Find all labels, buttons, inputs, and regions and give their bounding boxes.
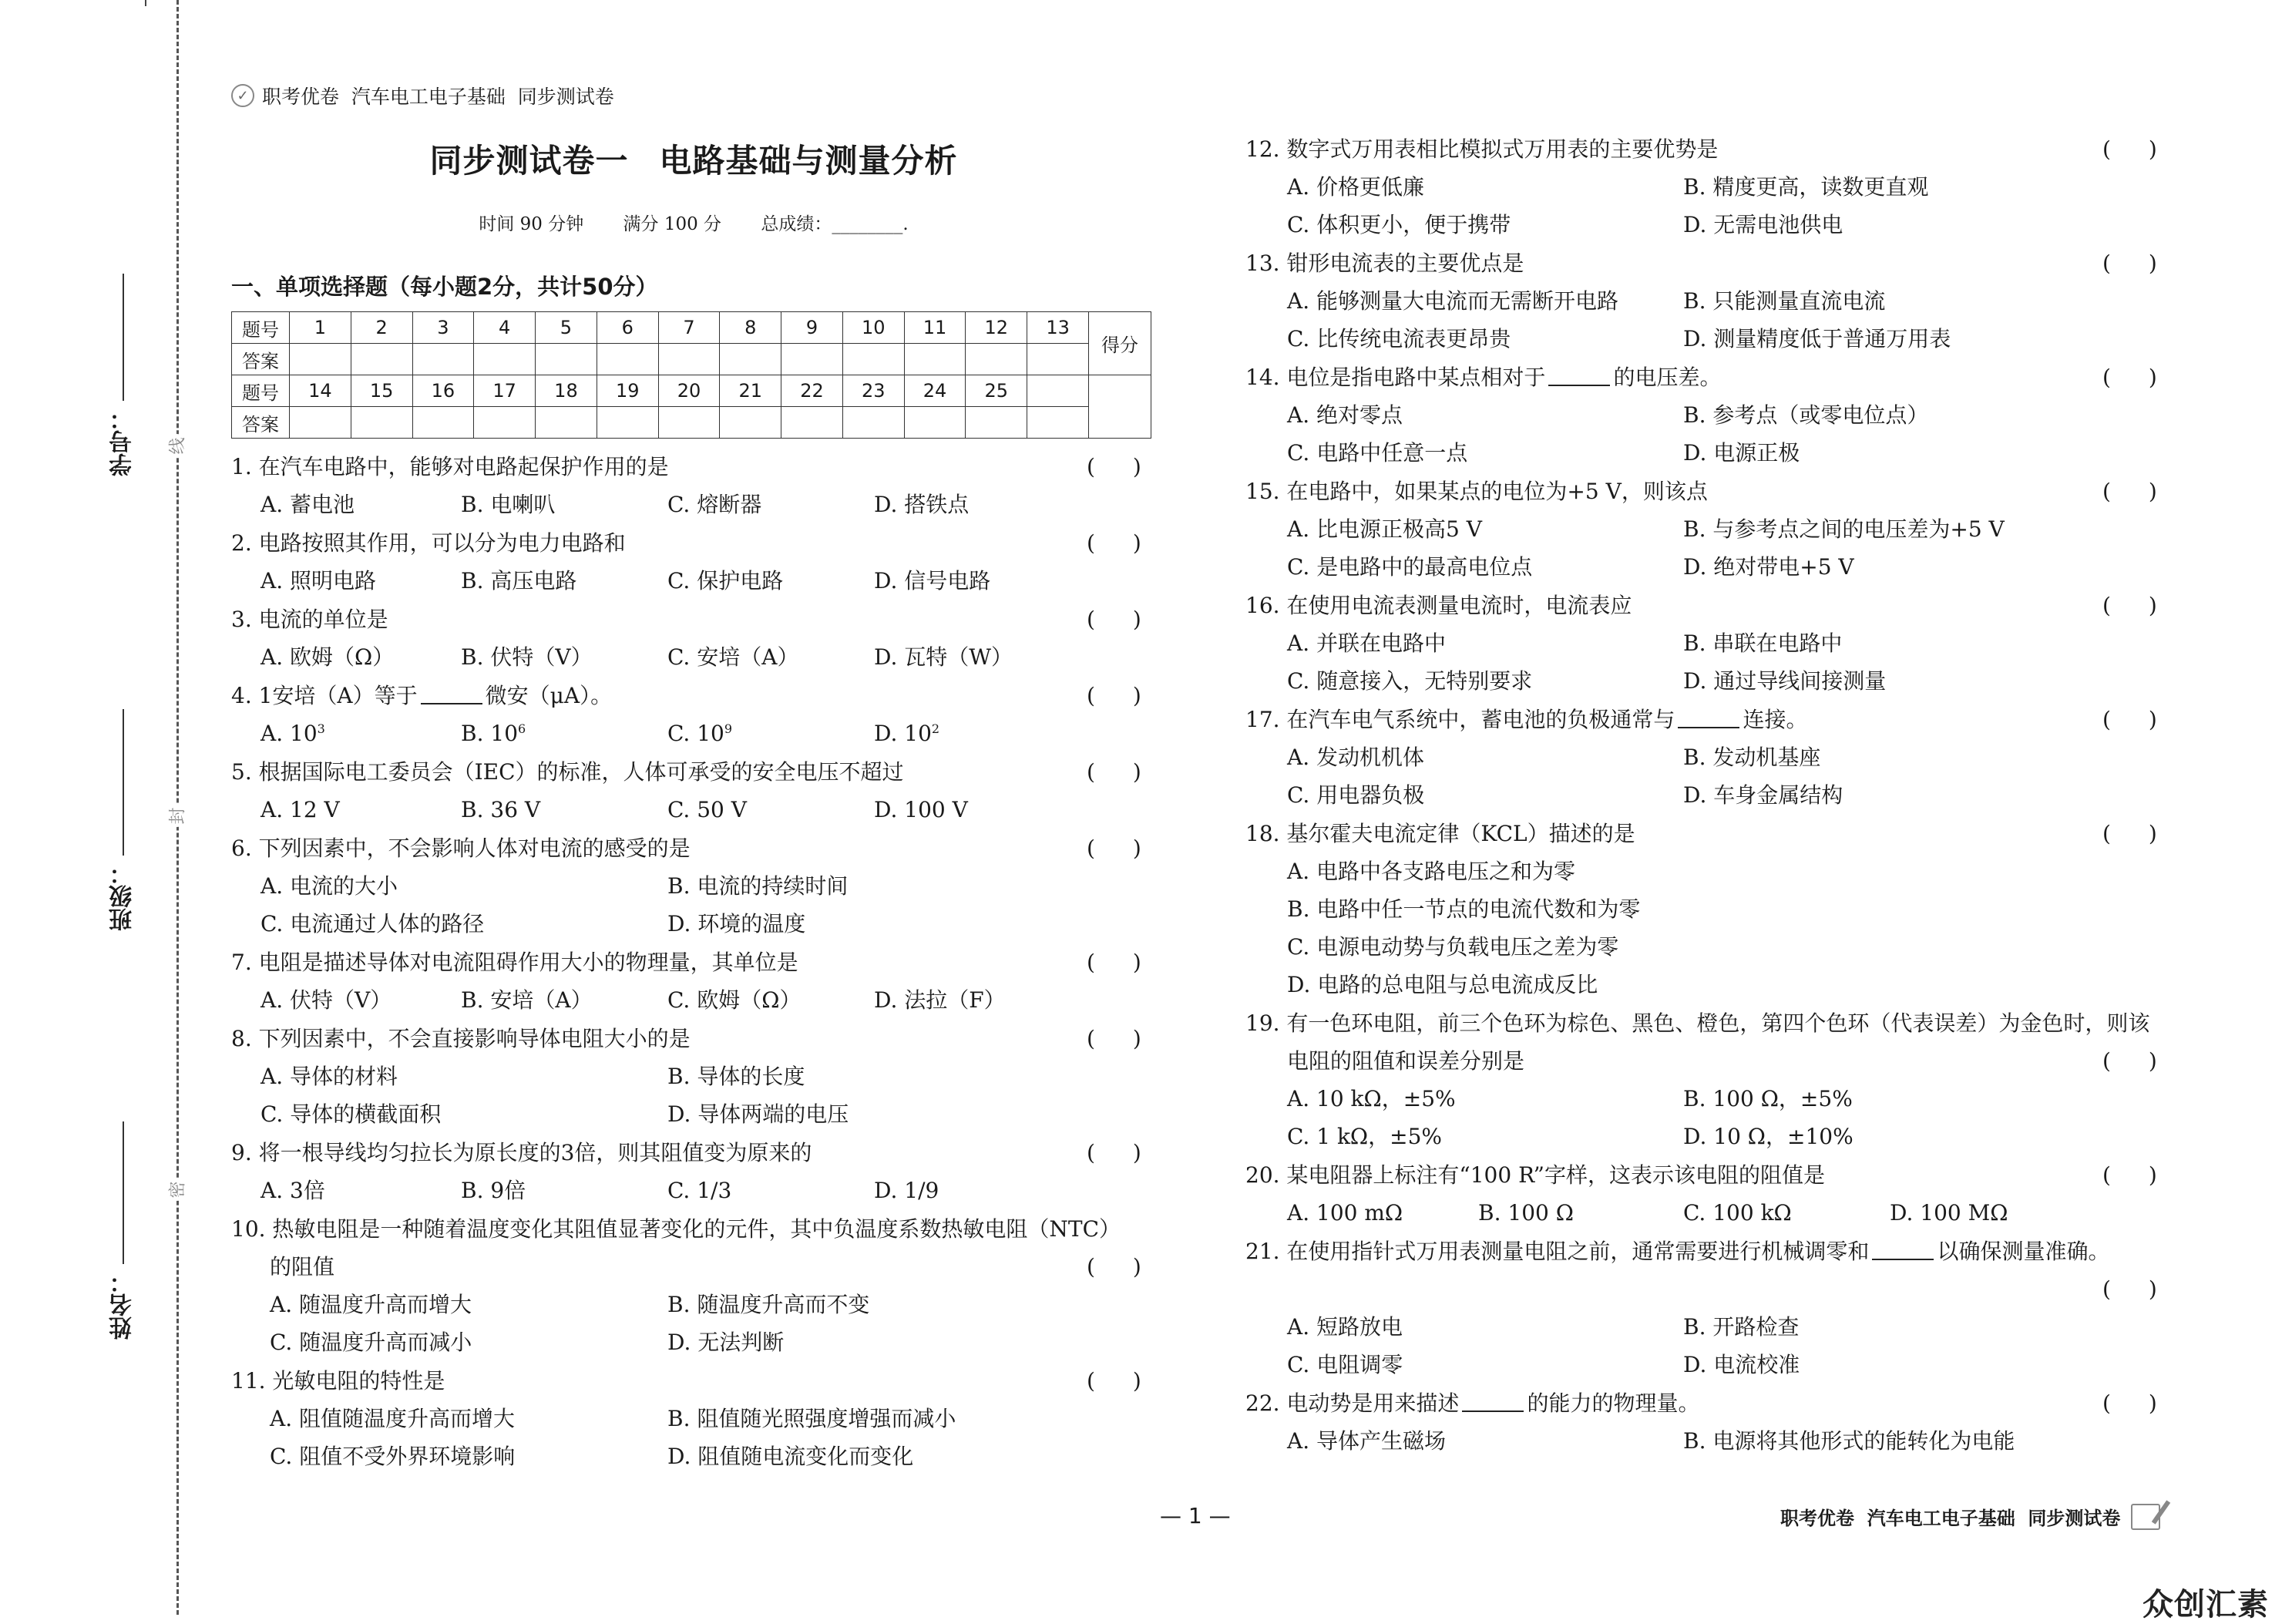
option-c[interactable]: C. 随意接入，无特别要求: [1287, 668, 1533, 694]
top-mark: [145, 0, 146, 6]
meta-time: 时间 90 分钟: [479, 214, 584, 234]
option-d[interactable]: D. $10^2$: [874, 721, 940, 746]
option-a[interactable]: A. 电路中各支路电压之和为零: [1287, 859, 1576, 884]
answer-paren[interactable]: ( ): [2102, 136, 2157, 162]
title-part1: 同步测试卷一: [429, 142, 629, 180]
option-a[interactable]: A. 100 mΩ: [1287, 1200, 1403, 1226]
question-5: 5. 根据国际电工委员会（IEC）的标准，人体可承受的安全电压不超过: [231, 759, 904, 785]
question-12: 12. 数字式万用表相比模拟式万用表的主要优势是: [1245, 136, 1719, 162]
section-heading: 一、单项选择题（每小题2分，共计50分）: [231, 274, 658, 300]
question-20: 20. 某电阻器上标注有“100 R”字样，这表示该电阻的阻值是: [1245, 1162, 1825, 1188]
option-a[interactable]: A. 欧姆（Ω）: [260, 644, 395, 670]
option-b[interactable]: B. 9倍: [461, 1178, 526, 1203]
question-22: 22. 电动势是用来描述 的能力的物理量。: [1245, 1390, 1700, 1416]
option-b[interactable]: B. 36 V: [461, 797, 541, 822]
question-13: 13. 钳形电流表的主要优点是: [1245, 250, 1524, 276]
answer-paren[interactable]: ( ): [1087, 1140, 1141, 1165]
num-cell: 1: [290, 312, 351, 344]
option-b[interactable]: B. 串联在电路中: [1683, 630, 1843, 656]
option-c[interactable]: C. 电路中任意一点: [1287, 440, 1468, 466]
answer-paren[interactable]: ( ): [2102, 365, 2157, 390]
option-c[interactable]: C. 随温度升高而减小: [270, 1330, 472, 1355]
option-a[interactable]: A. 发动机机体: [1287, 745, 1425, 770]
option-d[interactable]: D. 100 V: [874, 797, 968, 822]
fill-blank[interactable]: [1548, 384, 1610, 386]
answer-paren[interactable]: ( ): [2102, 593, 2157, 618]
answer-cell[interactable]: [597, 407, 658, 439]
option-d[interactable]: D. 通过导线间接测量: [1683, 668, 1887, 694]
answer-cell[interactable]: [720, 407, 781, 439]
answer-paren[interactable]: ( ): [2102, 1162, 2157, 1188]
num-cell: 19: [597, 375, 658, 407]
footer-text: 职考优卷 汽车电工电子基础 同步测试卷: [1780, 1508, 2121, 1529]
answer-cell[interactable]: [351, 344, 412, 375]
option-d[interactable]: D. 1/9: [874, 1178, 939, 1203]
meta-total: 总成绩：________.: [761, 214, 909, 234]
answer-cell[interactable]: [536, 344, 597, 375]
answer-cell[interactable]: [781, 407, 843, 439]
answer-paren[interactable]: ( ): [2102, 1276, 2157, 1302]
series-header-text: 职考优卷 汽车电工电子基础 同步测试卷: [262, 86, 614, 108]
question-17: 17. 在汽车电气系统中，蓄电池的负极通常与 连接。: [1245, 707, 1808, 732]
option-b[interactable]: B. 随温度升高而不变: [667, 1292, 870, 1317]
option-a[interactable]: A. 10 kΩ，±5%: [1287, 1086, 1456, 1111]
option-c[interactable]: C. 是电路中的最高电位点: [1287, 554, 1533, 580]
question-19-cont: 电阻的阻值和误差分别是: [1287, 1048, 1525, 1074]
answer-cell[interactable]: [474, 344, 536, 375]
answer-paren[interactable]: ( ): [1087, 454, 1141, 479]
option-d[interactable]: D. 瓦特（W）: [874, 644, 1013, 670]
answer-paren[interactable]: ( ): [1087, 530, 1141, 556]
num-cell: 7: [658, 312, 720, 344]
answer-paren[interactable]: ( ): [1087, 1254, 1141, 1279]
option-b[interactable]: B. $10^6$: [461, 721, 526, 746]
option-b[interactable]: B. 参考点（或零电位点）: [1683, 402, 1929, 428]
answer-cell[interactable]: [412, 344, 474, 375]
option-d[interactable]: D. 环境的温度: [667, 911, 806, 936]
answer-cell[interactable]: [290, 407, 351, 439]
option-a[interactable]: A. 并联在电路中: [1287, 630, 1447, 656]
class-field: [92, 709, 154, 931]
question-15: 15. 在电路中，如果某点的电位为+5 V，则该点: [1245, 479, 1708, 504]
num-cell: 5: [536, 312, 597, 344]
option-c[interactable]: C. 比传统电流表更昂贵: [1287, 326, 1511, 351]
num-cell: 13: [1027, 312, 1089, 344]
header-num: 题号: [232, 312, 290, 344]
title-part2: 电路基础与测量分析: [659, 142, 958, 180]
answer-cell[interactable]: [412, 407, 474, 439]
num-cell: 20: [658, 375, 720, 407]
student-id-label: 学号：: [109, 407, 136, 476]
answer-paren[interactable]: ( ): [1087, 759, 1141, 785]
page-number: — 1 —: [1160, 1503, 1231, 1528]
question-10: 10. 热敏电阻是一种随着温度变化其阻值显著变化的元件，其中负温度系数热敏电阻（NTC）: [231, 1216, 1121, 1242]
option-a[interactable]: A. 照明电路: [260, 568, 377, 593]
option-a[interactable]: A. 导体产生磁场: [1287, 1428, 1447, 1454]
num-cell: 9: [781, 312, 843, 344]
question-1: 1. 在汽车电路中，能够对电路起保护作用的是: [231, 454, 669, 479]
num-cell: 16: [412, 375, 474, 407]
option-a[interactable]: A. 能够测量大电流而无需断开电路: [1287, 288, 1619, 314]
option-b[interactable]: B. 电流的持续时间: [667, 873, 849, 899]
page-title: [231, 136, 1156, 182]
option-d[interactable]: D. 法拉（F）: [874, 987, 1006, 1013]
option-c[interactable]: C. 1 kΩ，±5%: [1287, 1124, 1443, 1149]
option-b[interactable]: B. 精度更高，读数更直观: [1683, 174, 1929, 200]
footer: [1780, 1503, 2160, 1530]
answer-cell[interactable]: [904, 344, 966, 375]
option-d[interactable]: D. 搭铁点: [874, 492, 970, 517]
num-cell: 23: [842, 375, 904, 407]
name-rule: [123, 1121, 124, 1264]
option-b[interactable]: B. 导体的长度: [667, 1064, 805, 1089]
option-d[interactable]: D. 导体两端的电压: [667, 1101, 849, 1127]
option-c[interactable]: C. 导体的横截面积: [260, 1101, 442, 1127]
answer-paren[interactable]: ( ): [1087, 836, 1141, 861]
option-a[interactable]: A. 12 V: [260, 797, 340, 822]
answer-cell[interactable]: [966, 344, 1027, 375]
num-cell: 10: [842, 312, 904, 344]
option-d[interactable]: D. 无需电池供电: [1683, 212, 1843, 237]
header-ans: 答案: [232, 344, 290, 375]
name-field: [92, 1121, 154, 1340]
num-cell: 24: [904, 375, 966, 407]
question-18: 18. 基尔霍夫电流定律（KCL）描述的是: [1245, 821, 1635, 846]
num-cell: 2: [351, 312, 412, 344]
option-d[interactable]: D. 绝对带电+5 V: [1683, 554, 1854, 580]
answer-paren[interactable]: ( ): [2102, 821, 2157, 846]
option-b[interactable]: B. 伏特（V）: [461, 644, 593, 670]
pencil-icon: [2131, 1504, 2160, 1530]
num-cell: 18: [536, 375, 597, 407]
option-b[interactable]: B. 100 Ω: [1478, 1200, 1574, 1226]
option-a[interactable]: A. 短路放电: [1287, 1314, 1403, 1340]
option-c[interactable]: C. 阻值不受外界环境影响: [270, 1444, 516, 1469]
question-2: 2. 电路按照其作用，可以分为电力电路和: [231, 530, 626, 556]
answer-cell[interactable]: [290, 344, 351, 375]
score-label: 得分: [1089, 312, 1151, 375]
num-cell: 6: [597, 312, 658, 344]
answer-paren[interactable]: ( ): [2102, 707, 2157, 732]
option-d[interactable]: D. 10 Ω，±10%: [1683, 1124, 1853, 1149]
option-b[interactable]: B. 电喇叭: [461, 492, 556, 517]
question-8: 8. 下列因素中，不会直接影响导体电阻大小的是: [231, 1026, 691, 1051]
answer-cell[interactable]: [842, 407, 904, 439]
option-a[interactable]: A. 价格更低廉: [1287, 174, 1425, 200]
option-d[interactable]: D. 100 MΩ: [1890, 1200, 2008, 1226]
answer-paren[interactable]: ( ): [2102, 479, 2157, 504]
question-19: 19. 有一色环电阻，前三个色环为棕色、黑色、橙色，第四个色环（代表误差）为金色时，则该: [1245, 1010, 2150, 1036]
option-d[interactable]: D. 无法判断: [667, 1330, 785, 1355]
option-c[interactable]: C. 1/3: [667, 1178, 732, 1203]
question-21: 21. 在使用指针式万用表测量电阻之前，通常需要进行机械调零和 以确保测量准确。: [1245, 1239, 2110, 1264]
option-a[interactable]: A. 阻值随温度升高而增大: [270, 1406, 516, 1431]
option-d[interactable]: D. 电流校准: [1683, 1352, 1800, 1377]
option-c[interactable]: C. 熔断器: [667, 492, 762, 517]
header-ans: 答案: [232, 407, 290, 439]
binding-mark-line: 线: [165, 434, 188, 457]
watermark-logo: 众创汇素: [2143, 1587, 2269, 1622]
option-c[interactable]: C. 电流通过人体的路径: [260, 911, 485, 936]
binding-mark-seal: 封: [165, 804, 188, 827]
student-id-rule: [123, 274, 124, 401]
answer-cell[interactable]: [351, 407, 412, 439]
answer-cell[interactable]: [966, 407, 1027, 439]
question-6: 6. 下列因素中，不会影响人体对电流的感受的是: [231, 836, 691, 861]
option-b[interactable]: B. 电源将其他形式的能转化为电能: [1683, 1428, 2015, 1454]
exam-meta: [231, 210, 1156, 235]
option-a[interactable]: A. 比电源正极高5 V: [1287, 516, 1482, 542]
answer-paren[interactable]: ( ): [1087, 1368, 1141, 1394]
option-d[interactable]: D. 信号电路: [874, 568, 991, 593]
option-a[interactable]: A. $10^3$: [260, 721, 325, 746]
answer-cell[interactable]: [720, 344, 781, 375]
option-a[interactable]: A. 伏特（V）: [260, 987, 392, 1013]
question-7: 7. 电阻是描述导体对电流阻碍作用大小的物理量，其单位是: [231, 950, 798, 975]
option-b[interactable]: B. 100 Ω，±5%: [1683, 1086, 1853, 1111]
answer-grid: [231, 311, 1151, 439]
answer-cell[interactable]: [597, 344, 658, 375]
option-d[interactable]: D. 车身金属结构: [1683, 782, 1843, 808]
num-cell: 22: [781, 375, 843, 407]
question-16: 16. 在使用电流表测量电流时，电流表应: [1245, 593, 1632, 618]
num-cell: 12: [966, 312, 1027, 344]
answer-cell[interactable]: [842, 344, 904, 375]
question-10-cont: 的阻值: [270, 1254, 335, 1279]
num-cell: 8: [720, 312, 781, 344]
option-c[interactable]: C. 50 V: [667, 797, 747, 822]
option-c[interactable]: C. 电阻调零: [1287, 1352, 1403, 1377]
num-cell: 3: [412, 312, 474, 344]
score-box[interactable]: [1089, 375, 1151, 439]
answer-cell[interactable]: [1027, 344, 1089, 375]
fill-blank[interactable]: [1462, 1410, 1524, 1412]
check-icon: ✓: [231, 84, 254, 107]
option-a[interactable]: A. 导体的材料: [260, 1064, 398, 1089]
option-a[interactable]: A. 随温度升高而增大: [270, 1292, 472, 1317]
option-c[interactable]: C. 欧姆（Ω）: [667, 987, 802, 1013]
option-d[interactable]: D. 电源正极: [1683, 440, 1800, 466]
answer-cell[interactable]: [904, 407, 966, 439]
option-b[interactable]: B. 高压电路: [461, 568, 577, 593]
option-c[interactable]: C. 安培（A）: [667, 644, 799, 670]
answer-paren[interactable]: ( ): [1087, 607, 1141, 632]
num-cell: 15: [351, 375, 412, 407]
option-b[interactable]: B. 阻值随光照强度增强而减小: [667, 1406, 956, 1431]
num-cell: [1027, 375, 1089, 407]
option-c[interactable]: C. 用电器负极: [1287, 782, 1425, 808]
num-cell: 17: [474, 375, 536, 407]
answer-cell[interactable]: [474, 407, 536, 439]
fill-blank[interactable]: [421, 702, 482, 704]
class-label: 班级：: [109, 862, 136, 931]
option-b[interactable]: B. 电路中任一节点的电流代数和为零: [1287, 896, 1641, 922]
option-c[interactable]: C. $10^9$: [667, 721, 733, 746]
answer-cell[interactable]: [781, 344, 843, 375]
num-cell: 14: [290, 375, 351, 407]
answer-cell[interactable]: [536, 407, 597, 439]
num-cell: 21: [720, 375, 781, 407]
answer-paren[interactable]: ( ): [1087, 950, 1141, 975]
option-a[interactable]: A. 绝对零点: [1287, 402, 1403, 428]
binding-mark-secret: 密: [165, 1178, 188, 1201]
header-num: 题号: [232, 375, 290, 407]
question-3: 3. 电流的单位是: [231, 607, 388, 632]
option-b[interactable]: B. 只能测量直流电流: [1683, 288, 1886, 314]
option-c[interactable]: C. 保护电路: [667, 568, 784, 593]
question-14: 14. 电位是指电路中某点相对于 的电压差。: [1245, 365, 1722, 390]
option-c[interactable]: C. 电源电动势与负载电压之差为零: [1287, 934, 1619, 960]
meta-full: 满分 100 分: [623, 214, 722, 234]
class-rule: [123, 709, 124, 856]
question-9: 9. 将一根导线均匀拉长为原长度的3倍，则其阻值变为原来的: [231, 1140, 812, 1165]
num-cell: 25: [966, 375, 1027, 407]
answer-paren[interactable]: ( ): [2102, 1390, 2157, 1416]
option-d[interactable]: D. 电路的总电阻与总电流成反比: [1287, 972, 1598, 997]
option-b[interactable]: B. 发动机基座: [1683, 745, 1821, 770]
answer-paren[interactable]: ( ): [1087, 683, 1141, 708]
answer-paren[interactable]: ( ): [2102, 250, 2157, 276]
option-d[interactable]: D. 测量精度低于普通万用表: [1683, 326, 1951, 351]
option-c[interactable]: C. 体积更小，便于携带: [1287, 212, 1511, 237]
answer-paren[interactable]: ( ): [2102, 1048, 2157, 1074]
option-c[interactable]: C. 100 kΩ: [1683, 1200, 1792, 1226]
fill-blank[interactable]: [1678, 726, 1739, 728]
option-b[interactable]: B. 开路检查: [1683, 1314, 1800, 1340]
option-a[interactable]: A. 3倍: [260, 1178, 325, 1203]
answer-cell: [1027, 407, 1089, 439]
answer-cell[interactable]: [658, 344, 720, 375]
fill-blank[interactable]: [1872, 1258, 1934, 1260]
answer-paren[interactable]: ( ): [1087, 1026, 1141, 1051]
series-header: [231, 82, 614, 109]
num-cell: 11: [904, 312, 966, 344]
question-4: 4. 1安培（A）等于 微安（μA）。: [231, 683, 613, 708]
option-d[interactable]: D. 阻值随电流变化而变化: [667, 1444, 914, 1469]
option-a[interactable]: A. 电流的大小: [260, 873, 398, 899]
name-label: 姓名：: [109, 1270, 136, 1340]
option-a[interactable]: A. 蓄电池: [260, 492, 355, 517]
answer-cell[interactable]: [658, 407, 720, 439]
option-b[interactable]: B. 安培（A）: [461, 987, 593, 1013]
question-11: 11. 光敏电阻的特性是: [231, 1368, 445, 1394]
option-b[interactable]: B. 与参考点之间的电压差为+5 V: [1683, 516, 2005, 542]
student-id-field: [92, 274, 154, 476]
num-cell: 4: [474, 312, 536, 344]
